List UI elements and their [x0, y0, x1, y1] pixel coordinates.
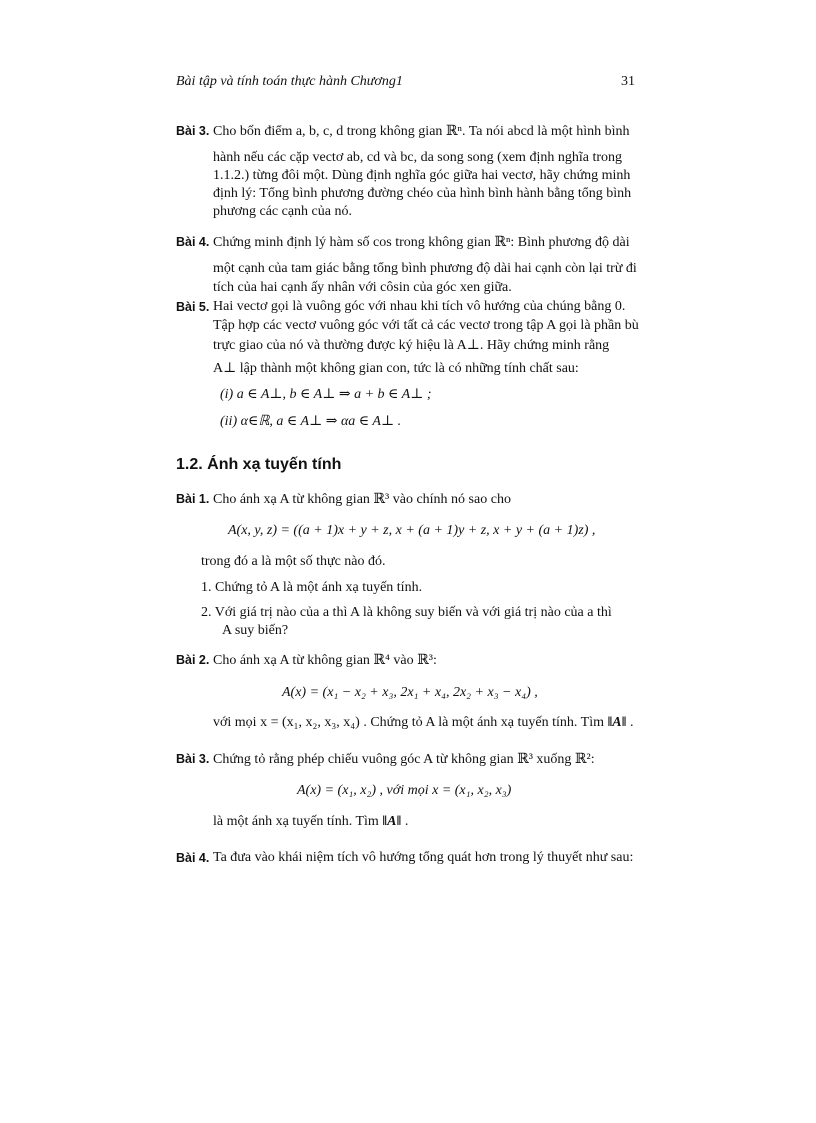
subitem-1: 1. Chứng tỏ A là một ánh xạ tuyến tính. — [201, 580, 423, 595]
norm-symbol: ‖A‖ — [607, 715, 627, 730]
exercise-text-line: Ta đưa vào khái niệm tích vô hướng tổng quát hơn trong lý thuyết như sau: — [213, 850, 634, 865]
exercise-label: Bài 4. — [176, 235, 210, 249]
exercise-text-line: phương các cạnh của nó. — [213, 204, 352, 219]
exercise-text-line: Cho ánh xạ A từ không gian ℝ³ vào chính nó sao cho — [213, 492, 511, 507]
exercise-text-line: 1.1.2.) từng đôi một. Dùng định nghĩa góc giữa hai vectơ, hãy chứng minh — [213, 168, 631, 183]
exercise-text-line: Chứng minh định lý hàm số cos trong không gian ℝⁿ: Bình phương độ dài — [213, 235, 630, 250]
formula: A(x, y, z) = ((a + 1)x + y + z, x + (a + 1)y + z, x + y + (a + 1)z) , — [228, 523, 596, 538]
exercise-text-line: Cho bốn điểm a, b, c, d trong không gian ℝⁿ. Ta nói abcd là một hình bình — [213, 124, 630, 139]
exercise-text-line: Hai vectơ gọi là vuông góc với nhau khi tích vô hướng của chúng bằng 0. — [213, 299, 626, 314]
exercise-label: Bài 4. — [176, 851, 210, 865]
exercise-text-line: là một ánh xạ tuyến tính. Tìm ‖A‖ . — [213, 814, 409, 829]
exercise-text-line: Chứng tỏ rằng phép chiếu vuông góc A từ không gian ℝ³ xuống ℝ²: — [213, 752, 595, 767]
property-i: (i) a ∈ A⊥, b ∈ A⊥ ⇒ a + b ∈ A⊥ ; — [220, 387, 432, 402]
exercise-text-line: Cho ánh xạ A từ không gian ℝ⁴ vào ℝ³: — [213, 653, 437, 668]
exercise-label: Bài 5. — [176, 300, 210, 314]
exercise-label: Bài 3. — [176, 124, 210, 138]
exercise-text-line: trong đó a là một số thực nào đó. — [201, 554, 386, 569]
norm-symbol: ‖A‖ — [382, 814, 402, 829]
exercise-text-line: A⊥ lập thành một không gian con, tức là có những tính chất sau: — [213, 361, 579, 376]
exercise-text-line: trực giao của nó và thường được ký hiệu là A⊥. Hãy chứng minh rằng — [213, 338, 610, 353]
page-number: 31 — [621, 74, 635, 89]
section-heading: 1.2. Ánh xạ tuyến tính — [176, 456, 342, 473]
exercise-text-line: với mọi x = (x₁, x₂, x₃, x₄) . Chứng tỏ A là một ánh xạ tuyến tính. Tìm ‖A‖ . — [213, 715, 634, 730]
formula: A(x) = (x₁ − x₂ + x₃, 2x₁ + x₄, 2x₂ + x₃ − x₄) , — [282, 685, 538, 700]
subitem-2: 2. Với giá trị nào của a thì A là không suy biến và với giá trị nào của a thì — [201, 605, 612, 620]
page-header-title: Bài tập và tính toán thực hành Chương1 — [176, 74, 403, 89]
subitem-2-cont: A suy biến? — [222, 623, 289, 638]
exercise-text-line: một cạnh của tam giác bằng tổng bình phương độ dài hai cạnh còn lại trừ đi — [213, 261, 637, 276]
exercise-text-line: hành nếu các cặp vectơ ab, cd và bc, da song song (xem định nghĩa trong — [213, 150, 622, 165]
formula: A(x) = (x₁, x₂) , với mọi x = (x₁, x₂, x₃) — [297, 783, 512, 798]
property-ii: (ii) α∈ℝ, a ∈ A⊥ ⇒ αa ∈ A⊥ . — [220, 414, 402, 429]
exercise-text-line: định lý: Tổng bình phương đường chéo của hình bình hành bằng tổng bình — [213, 186, 632, 201]
exercise-text-line: Tập hợp các vectơ vuông góc với tất cả các vectơ trong tập A gọi là phần bù — [213, 318, 639, 333]
exercise-label: Bài 2. — [176, 653, 210, 667]
exercise-label: Bài 3. — [176, 752, 210, 766]
exercise-label: Bài 1. — [176, 492, 210, 506]
exercise-text-line: tích của hai cạnh ấy nhân với côsin của góc xen giữa. — [213, 280, 512, 295]
